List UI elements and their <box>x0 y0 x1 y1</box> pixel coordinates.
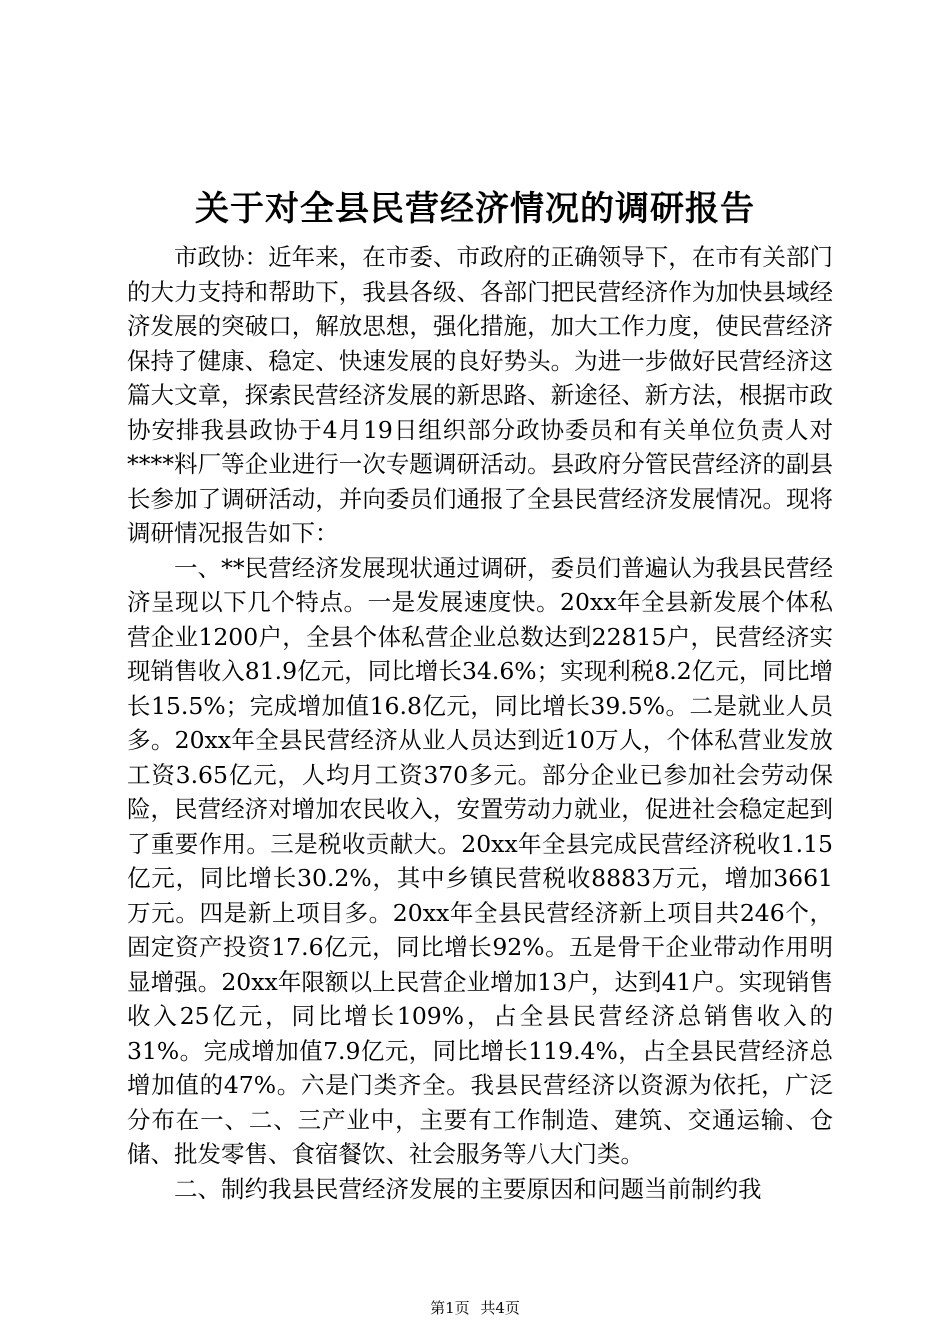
page-footer: 第1页 共4页 <box>430 1299 520 1317</box>
paragraph-section-1: 一、**民营经济发展现状通过调研，委员们普遍认为我县民营经济呈现以下几个特点。一是发展速度快。20xx年全县新发展个体私营企业1200户，全县个体私营企业总数达到22815户，民营经济实现销售收入81.9亿元，同比增长34.6%；实现利税8.2亿元，同比增长15.5%；完成增加值16.8亿元，同比增长39.5%。二是就业人员多。20xx年全县民营经济从业人员达到近10万人，个体私营业发放工资3.65亿元，人均月工资370多元。部分企业已参加社会劳动保险，民营经济对增加农民收入，安置劳动力就业，促进社会稳定起到了重要作用。三是税收贡献大。20xx年全县完成民营经济税收1.15亿元，同比增长30.2%，其中乡镇民营税收8883万元，增加3661万元。四是新上项目多。20xx年全县民营经济新上项目共246个，固定资产投资17.6亿元，同比增长92%。五是骨干企业带动作用明显增强。20xx年限额以上民营企业增加13户，达到41户。实现销售收入25亿元，同比增长109%，占全县民营经济总销售收入的31%。完成增加值7.9亿元，同比增长119.4%，占全县民营经济总增加值的47%。六是门类齐全。我县民营经济以资源为依托，广泛分布在一、二、三产业中，主要有工作制造、建筑、交通运输、仓储、批发零售、食宿餐饮、社会服务等八大门类。 <box>127 553 833 1168</box>
paragraph-section-2: 二、制约我县民营经济发展的主要原因和问题当前制约我 <box>174 1174 762 1203</box>
document-body <box>127 240 833 1206</box>
document-title: 关于对全县民营经济情况的调研报告 <box>195 189 755 229</box>
paragraph-intro: 市政协：近年来，在市委、市政府的正确领导下，在市有关部门的大力支持和帮助下，我县各级、各部门把民营经济作为加快县域经济发展的突破口，解放思想，强化措施，加大工作力度，使民营经济保持了健康、稳定、快速发展的良好势头。为进一步做好民营经济这篇大文章，探索民营经济发展的新思路、新途径、新方法，根据市政协安排我县政协于4月19日组织部分政协委员和有关单位负责人对****料厂等企业进行一次专题调研活动。县政府分管民营经济的副县长参加了调研活动，并向委员们通报了全县民营经济发展情况。现将调研情况报告如下： <box>127 243 833 547</box>
